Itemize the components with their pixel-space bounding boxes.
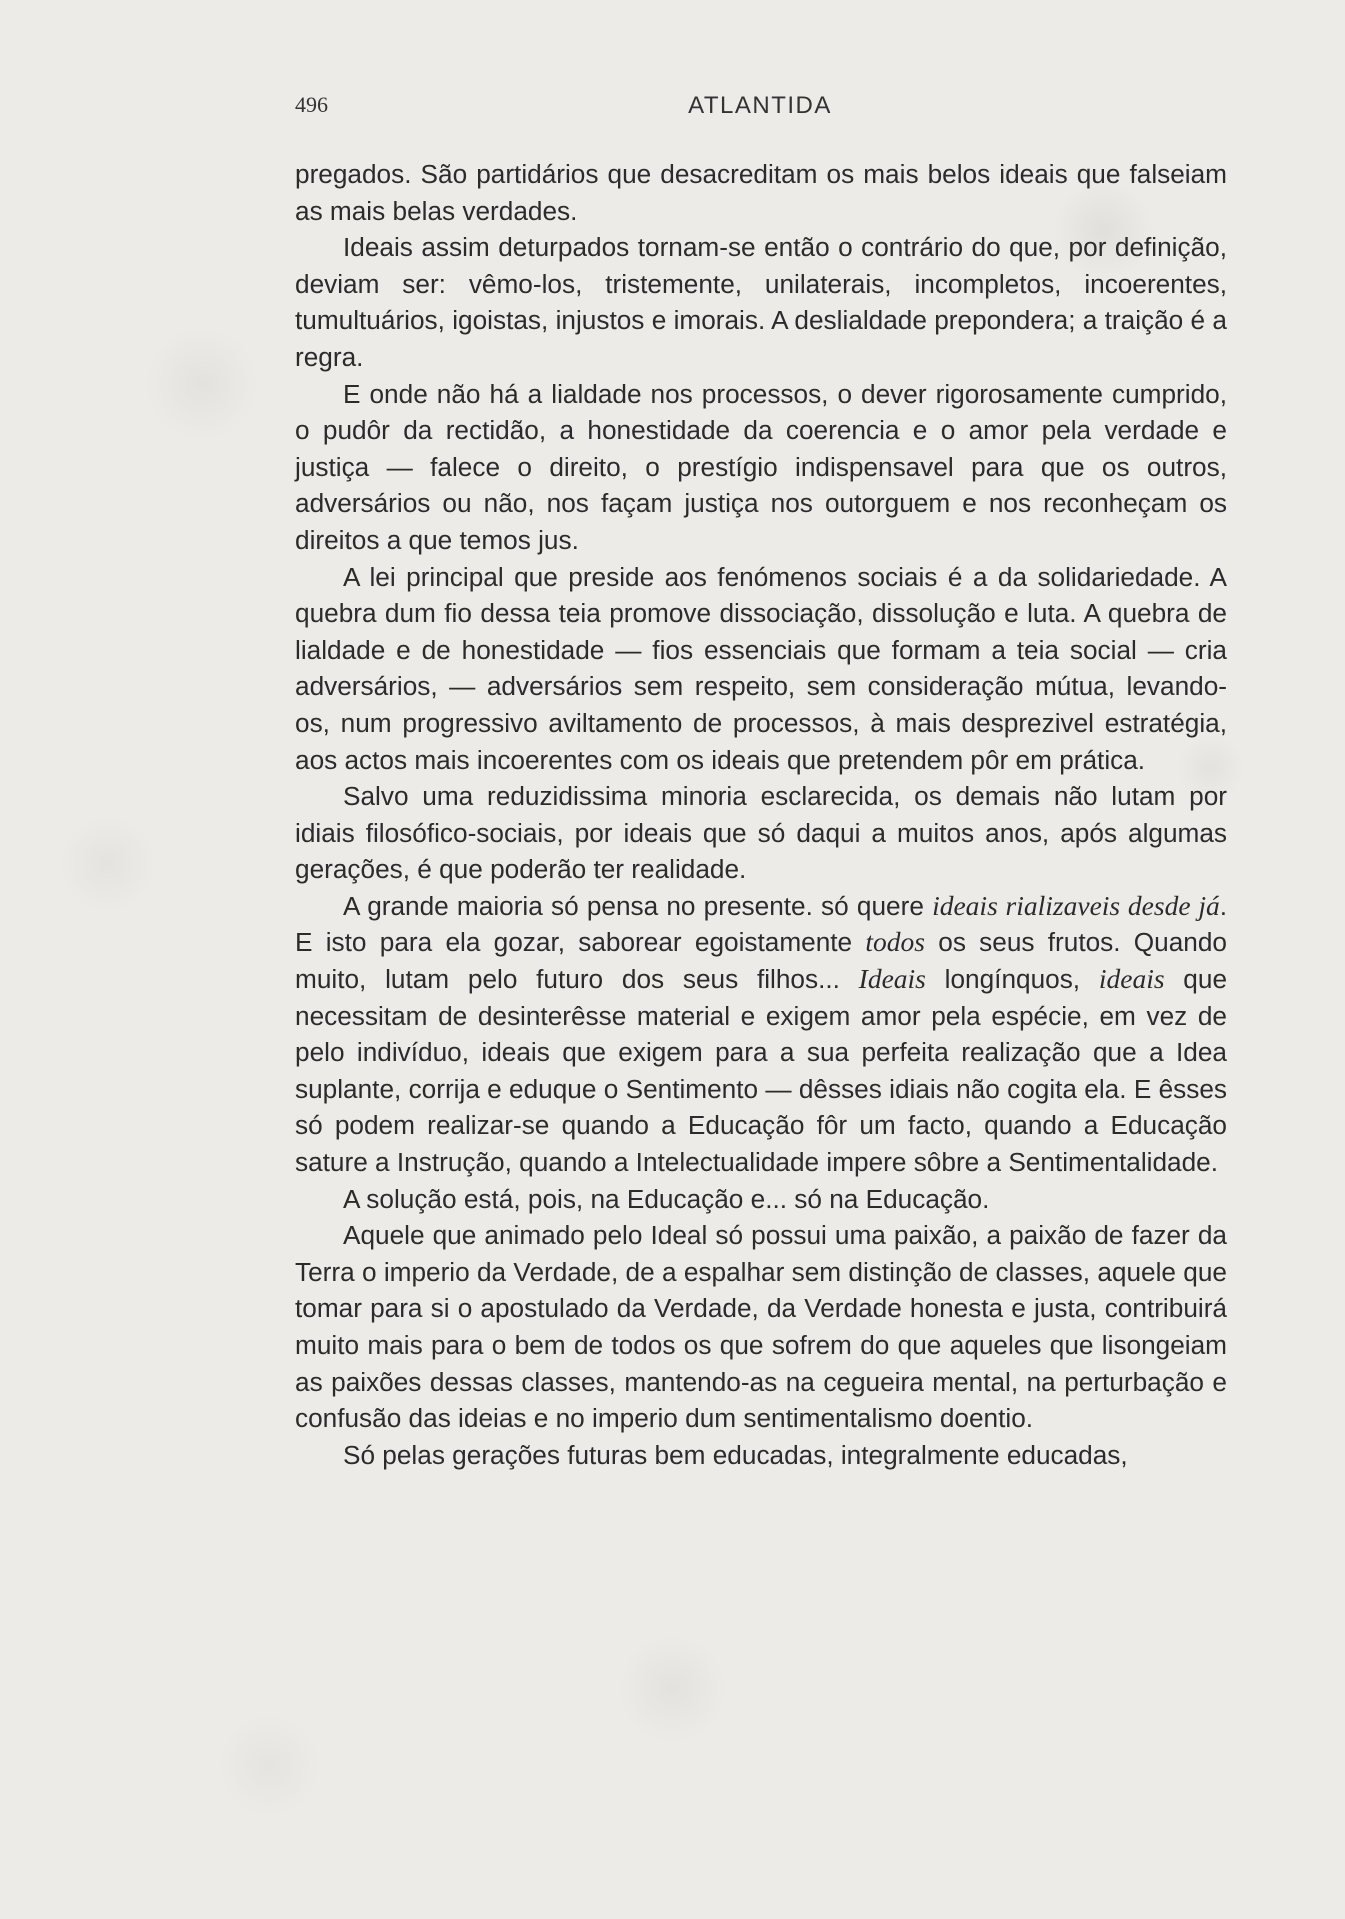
italic-run: ideais — [1098, 963, 1165, 995]
text-run: que necessitam de desinterêsse material e exigem amor pela espécie, em vez de pelo indivíduo, ideais que exigem para a sua perfeita realização que a Idea suplante, corrija e eduque o Sentimento — dêsses idiais não cogita ela. E êsses só podem realizar-se quando a Educação fôr um facto, quando a Educação sature a Instrução, quando a Intelectualidade impere sôbre a Sentimentalidade. — [295, 964, 1228, 1178]
paragraph — [295, 888, 1227, 1181]
italic-run: Ideais — [858, 963, 926, 995]
paragraph: A lei principal que preside aos fenómenos sociais é a da solidariedade. A quebra dum fio dessa teia promove dissociação, dissolução e luta. A quebra de lialdade e de honestidade — fios essenciais que formam a teia social — cria adversários, — adversários sem respeito, sem consideração mútua, levando-os, num progressivo aviltamento de processos, à mais desprezivel estratégia, aos actos mais incoerentes com os ideais que pretendem pôr em prática. — [295, 561, 1227, 775]
running-head — [295, 92, 1225, 126]
italic-run: ideais rializaveis desde já — [932, 889, 1220, 921]
paragraph: pregados. São partidários que desacreditam os mais belos ideais que falseiam as mais belas verdades. — [295, 159, 1227, 226]
paragraph: Ideais assim deturpados tornam-se então o contrário do que, por definição, deviam ser: vêmo-los, tristemente, unilaterais, incompletos, incoerentes, tumultuários, igoistas, injustos e imorais. A deslialdade prepondera; a traição é a regra. — [295, 232, 1227, 372]
paragraph: Aquele que animado pelo Ideal só possui uma paixão, a paixão de fazer da Terra o imperio da Verdade, de a espalhar sem distinção de classes, aquele que tomar para si o apostulado da Verdade, da Verdade honesta e justa, contribuirá muito mais para o bem de todos os que sofrem do que aqueles que lisongeiam as paixões dessas classes, mantendo-as na cegueira mental, na perturbação e confusão das ideias e no imperio dum sentimentalismo doentio. — [295, 1220, 1227, 1434]
text-run: os seus frutos. Quando muito, lutam pelo futuro dos seus filhos... — [295, 927, 1227, 995]
page-number: 496 — [295, 92, 328, 117]
journal-title: ATLANTIDA — [688, 92, 832, 119]
text-run: . E isto para ela gozar, saborear egoistamente — [295, 890, 1227, 958]
paragraph: A solução está, pois, na Educação e... só na Educação. — [343, 1183, 990, 1214]
paragraph: E onde não há a lialdade nos processos, o dever rigorosamente cumprido, o pudôr da rectidão, a honestidade da coerencia e o amor pela verdade e justiça — falece o direito, o prestígio indispensavel para que os outros, adversários ou não, nos façam justiça nos outorguem e nos reconheçam os direitos a que temos jus. — [295, 378, 1227, 555]
body-text — [295, 156, 1227, 1473]
italic-run: todos — [865, 926, 925, 958]
paragraph: Só pelas gerações futuras bem educadas, integralmente educadas, — [343, 1439, 1128, 1470]
text-run: longínquos, — [925, 964, 1099, 995]
paragraph: Salvo uma reduzidissima minoria esclarecida, os demais não lutam por idiais filosófico-sociais, por ideais que só daqui a muitos anos, após algumas gerações, é que poderão ter realidade. — [295, 781, 1227, 885]
text-run: A grande maioria só pensa no presente. só quere — [343, 890, 933, 921]
